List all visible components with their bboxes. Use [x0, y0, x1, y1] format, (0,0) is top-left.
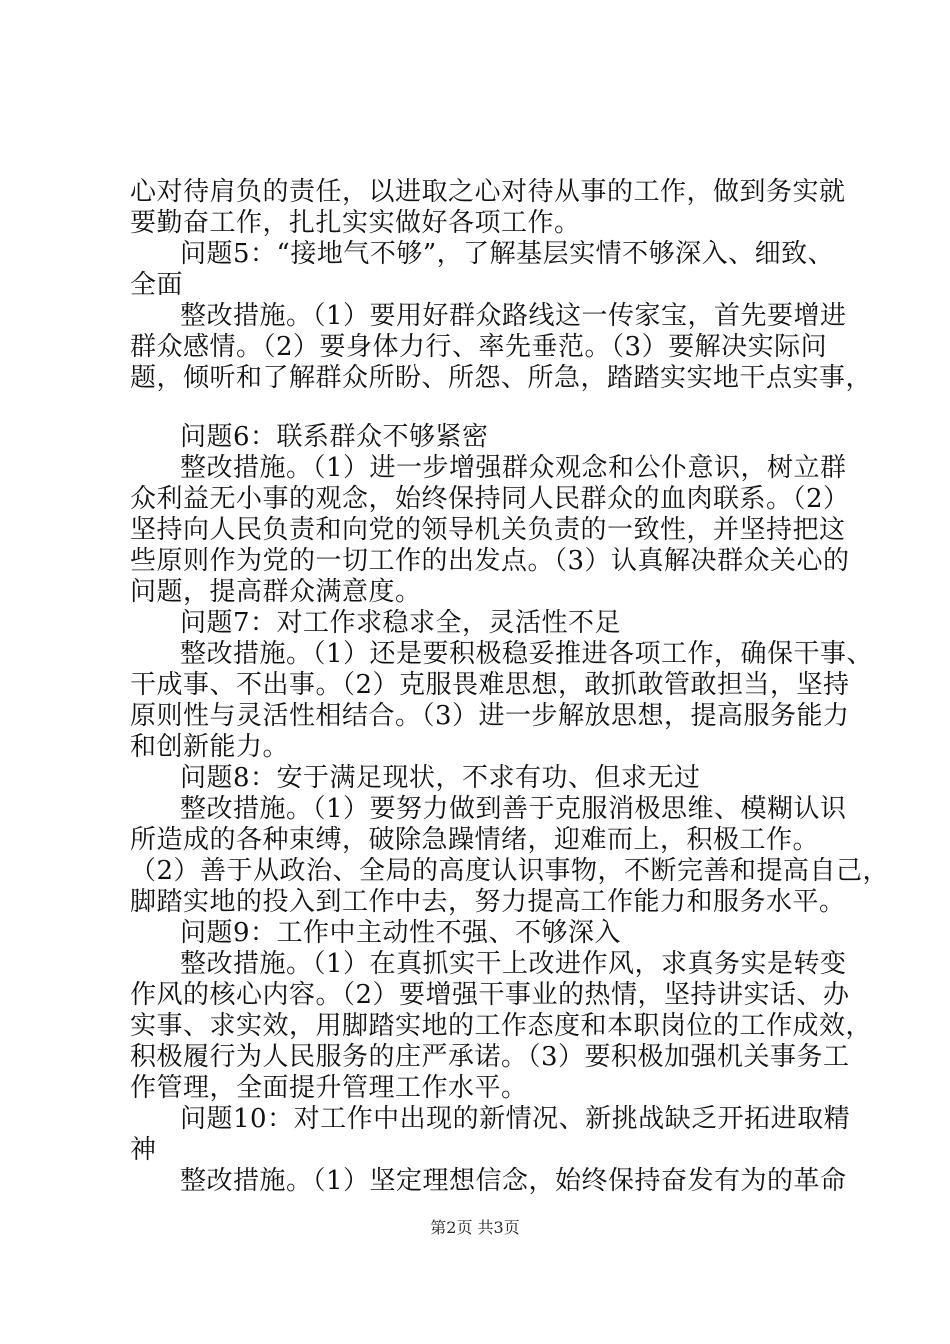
text-line: 问题7：对工作求稳求全，灵活性不足 [180, 608, 622, 638]
text-line: 实事、求实效，用脚踏实地的工作态度和本职岗位的工作成效， [130, 1011, 873, 1041]
text-line: 整改措施。（1）在真抓实干上改进作风，求真务实是转变 [180, 949, 847, 979]
text-line: 些原则作为党的一切工作的出发点。（3）认真解决群众关心的 [130, 546, 850, 576]
text-line: 整改措施。（1）进一步增强群众观念和公仆意识，树立群 [180, 453, 847, 483]
text-line: 问题9：工作中主动性不强、不够深入 [180, 918, 622, 948]
text-line: 全面 [130, 270, 184, 300]
text-line: 和创新能力。 [130, 732, 290, 762]
text-line: 问题5：“接地气不够”，了解基层实情不够深入、细致、 [180, 239, 835, 269]
text-line: 众利益无小事的观念，始终保持同人民群众的血肉联系。（2） [130, 484, 850, 514]
text-line: 题，倾听和了解群众所盼、所怨、所急，踏踏实实地干点实事， [130, 363, 873, 393]
text-line: 问题10：对工作中出现的新情况、新挑战缺乏开拓进取精 [180, 1104, 851, 1134]
text-line: 整改措施。（1）要用好群众路线这一传家宝，首先要增进 [180, 301, 847, 331]
text-line: 整改措施。（1）坚定理想信念，始终保持奋发有为的革命 [180, 1166, 847, 1196]
text-line: 群众感情。（2）要身体力行、率先垂范。（3）要解决实际问 [130, 332, 828, 362]
text-line: （2）善于从政治、全局的高度认识事物，不断完善和提高自己， [130, 856, 890, 886]
text-line: 原则性与灵活性相结合。（3）进一步解放思想，提高服务能力 [130, 701, 850, 731]
text-line: 要勤奋工作，扎扎实实做好各项工作。 [130, 208, 581, 238]
text-line: 整改措施。（1）要努力做到善于克服消极思维、模糊认识 [180, 794, 847, 824]
text-line: 积极履行为人民服务的庄严承诺。（3）要积极加强机关事务工 [130, 1042, 850, 1072]
text-line: 神 [130, 1135, 157, 1165]
page-number-footer: 第2页 共3页 [430, 1218, 520, 1237]
text-line: 问题6：联系群众不够紧密 [180, 422, 489, 452]
text-line: 问题8：安于满足现状，不求有功、但求无过 [180, 763, 701, 793]
text-line: 作风的核心内容。（2）要增强干事业的热情，坚持讲实话、办 [130, 980, 850, 1010]
text-line: 干成事、不出事。（2）克服畏难思想，敢抓敢管敢担当，坚持 [130, 670, 850, 700]
text-line: 心对待肩负的责任，以进取之心对待从事的工作，做到务实就 [130, 177, 846, 207]
text-line: 所造成的各种束缚，破除急躁情绪，迎难而上，积极工作。 [130, 825, 820, 855]
text-line: 问题，提高群众满意度。 [130, 577, 422, 607]
text-line: 脚踏实地的投入到工作中去，努力提高工作能力和服务水平。 [130, 887, 846, 917]
text-line: 整改措施。（1）还是要积极稳妥推进各项工作，确保干事、 [180, 639, 874, 669]
text-line: 作管理，全面提升管理工作水平。 [130, 1073, 528, 1103]
text-line: 坚持向人民负责和向党的领导机关负责的一致性，并坚持把这 [130, 515, 846, 545]
